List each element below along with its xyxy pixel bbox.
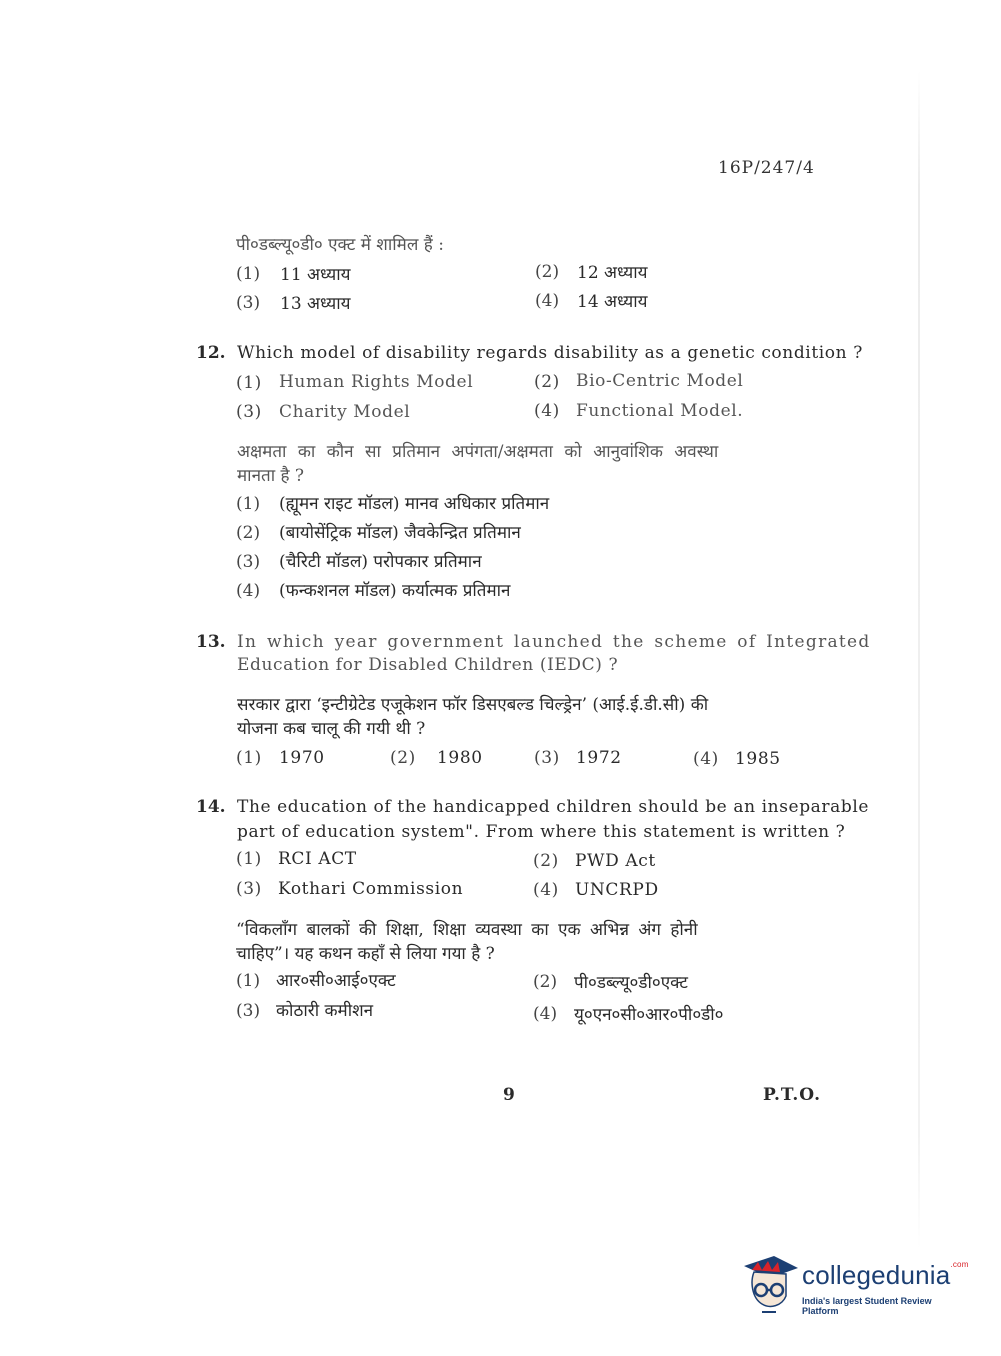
q12-en-option-4-number: (4) [534,401,560,421]
q11-hindi-question: पी०डब्ल्यू०डी० एक्ट में शामिल हैं : [236,235,444,255]
q14-hi-option-4-text: यू०एन०सी०आर०पी०डी० [574,1005,724,1025]
pto-label: P.T.O. [763,1085,821,1105]
q14-number: 14. [196,797,226,817]
q14-hindi-question-line1: “विकलाँग बालकों की शिक्षा, शिक्षा व्यवस्था का एक अभिन्न अंग होनी [236,920,698,940]
q14-en-option-2-number: (2) [533,851,559,871]
q14-english-question-line2: part of education system". From where this statement is written ? [237,822,846,842]
q12-en-option-1-text: Human Rights Model [279,372,474,392]
scan-edge-shadow [918,70,920,1250]
q14-hi-option-2-text: पी०डब्ल्यू०डी०एक्ट [574,973,688,993]
q13-hindi-question-line1: सरकार द्वारा ‘इन्टीग्रेटेड एजूकेशन फॉर डिसएबल्ड चिल्ड्रेन’ (आई.ई.डी.सी) की [237,695,709,715]
collegedunia-logo[interactable] [740,1252,970,1322]
q12-en-option-2-number: (2) [534,372,560,392]
q13-hindi-question-line2: योजना कब चालू की गयी थी ? [237,719,426,739]
q13-option-2-number: (2) [390,748,416,768]
q14-hindi-question-line2: चाहिए”। यह कथन कहाँ से लिया गया है ? [236,944,495,964]
q14-en-option-3-text: Kothari Commission [278,879,464,899]
q12-en-option-3-number: (3) [236,402,262,422]
q13-english-question-line1: In which year government launched the scheme of Integrated [237,632,871,652]
q14-hi-option-2-number: (2) [533,972,558,992]
q12-en-option-1-number: (1) [236,373,262,393]
q14-en-option-4-number: (4) [533,880,559,900]
mascot-icon [740,1252,802,1318]
logo-wordmark: collegedunia$^{.com}$ [802,1260,969,1290]
q12-hindi-question-line1: अक्षमता का कौन सा प्रतिमान अपंगता/अक्षमता को आनुवांशिक अवस्था [237,442,719,462]
q12-hi-option-1-number: (1) [236,494,261,514]
q13-option-2-text: 1980 [437,748,483,768]
q14-en-option-1-text: RCI ACT [278,849,357,869]
q12-en-option-2-text: Bio-Centric Model [576,371,744,391]
q12-number: 12. [196,343,226,363]
q14-en-option-2-text: PWD Act [575,851,656,871]
q14-hi-option-4-number: (4) [533,1004,558,1024]
logo-tagline: India's largest Student Review Platform [802,1296,932,1316]
q12-hi-option-1-text: (ह्यूमन राइट मॉडल) मानव अधिकार प्रतिमान [279,494,550,514]
q13-option-3-text: 1972 [576,748,622,768]
q13-option-3-number: (3) [534,748,560,768]
q11-option-4-text: 14 अध्याय [577,292,648,312]
q11-option-1-text: 11 अध्याय [280,265,351,285]
q11-option-4-number: (4) [535,291,560,311]
q14-hi-option-3-text: कोठारी कमीशन [276,1001,374,1021]
q11-option-2-number: (2) [535,262,560,282]
q12-hi-option-3-text: (चैरिटी मॉडल) परोपकार प्रतिमान [279,552,482,572]
q11-option-2-text: 12 अध्याय [577,263,648,283]
q13-english-question-line2: Education for Disabled Children (IEDC) ? [237,655,619,675]
q12-en-option-4-text: Functional Model. [576,401,744,421]
q12-hi-option-4-text: (फन्कशनल मॉडल) कर्यात्मक प्रतिमान [279,581,511,601]
q14-hi-option-1-number: (1) [236,971,261,991]
q12-hi-option-4-number: (4) [236,581,261,601]
q14-hi-option-1-text: आर०सी०आई०एक्ट [276,971,396,991]
q11-option-3-number: (3) [236,293,261,313]
q12-english-question: Which model of disability regards disability as a genetic condition ? [237,343,863,363]
q14-english-question-line1: The education of the handicapped children should be an inseparable [237,797,870,817]
q12-hi-option-3-number: (3) [236,552,261,572]
q12-en-option-3-text: Charity Model [279,402,411,422]
q12-hi-option-2-number: (2) [236,523,261,543]
q14-en-option-1-number: (1) [236,849,262,869]
q13-option-4-number: (4) [693,749,719,769]
q14-hi-option-3-number: (3) [236,1001,261,1021]
q14-en-option-3-number: (3) [236,879,262,899]
q13-option-4-text: 1985 [735,749,781,769]
q14-en-option-4-text: UNCRPD [575,880,659,900]
q12-hi-option-2-text: (बायोसेंट्रिक मॉडल) जैवकेन्द्रित प्रतिमान [279,523,521,543]
q11-option-3-text: 13 अध्याय [280,294,351,314]
q13-option-1-text: 1970 [279,748,325,768]
q13-option-1-number: (1) [236,748,262,768]
q12-hindi-question-line2: मानता है ? [237,466,305,486]
q13-number: 13. [196,632,226,652]
page-number: 9 [503,1085,515,1105]
paper-code: 16P/247/4 [718,158,815,178]
q11-option-1-number: (1) [236,264,261,284]
